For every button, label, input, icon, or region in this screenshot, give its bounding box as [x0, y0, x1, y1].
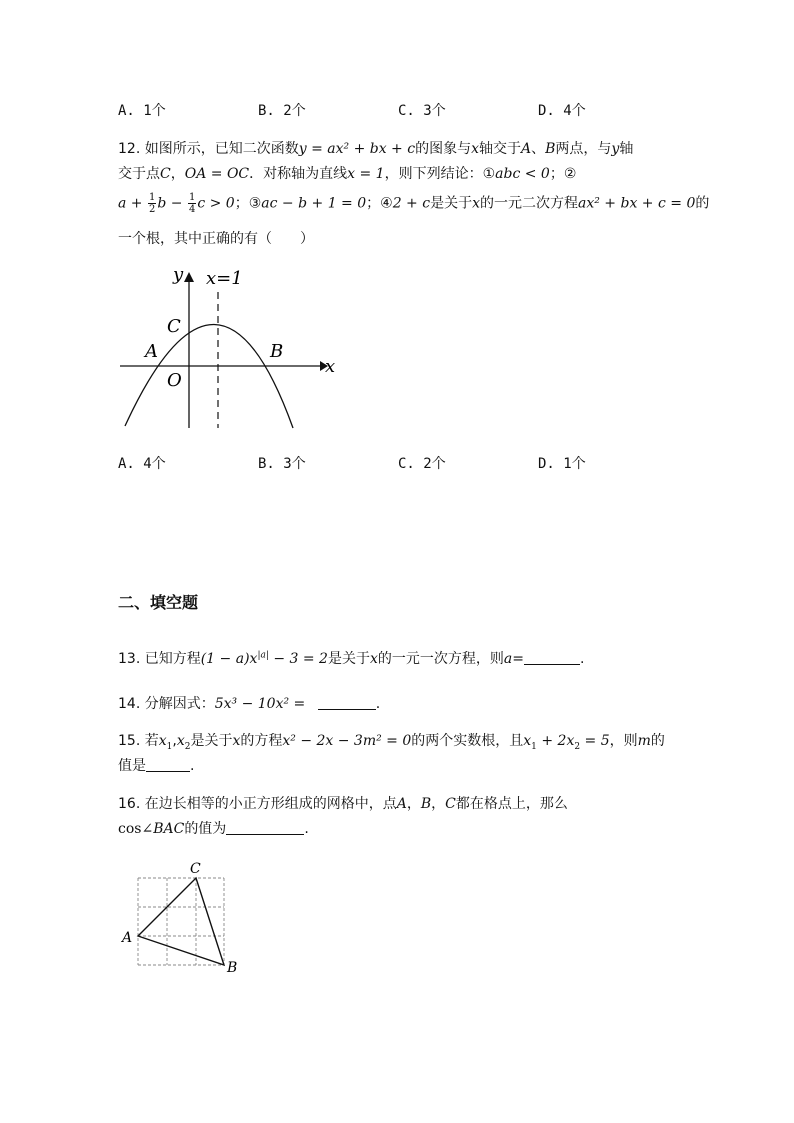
frac-num: 1 — [148, 192, 156, 203]
graph-x-label: x — [325, 356, 336, 377]
q14-text: 分解因式： — [144, 696, 215, 712]
q12-text: 交于点 — [118, 166, 160, 182]
q16-end: . — [304, 821, 309, 837]
q15-x1: x — [158, 733, 167, 749]
q12-line-1 — [118, 138, 633, 158]
q13-expression-b: − 3 = 2 — [268, 651, 328, 667]
q12-comma: ， — [170, 166, 185, 182]
q15-cond: + 2x — [536, 733, 575, 749]
q15-x2: x — [176, 733, 185, 749]
q16-answer-blank[interactable] — [226, 820, 304, 835]
q13-number: 13. — [118, 651, 141, 667]
q16-number: 16. — [118, 796, 141, 812]
q13-exponent: |a| — [257, 650, 269, 661]
q12-text: ；③ — [234, 195, 262, 212]
q14-line — [118, 693, 380, 713]
q16-text: 都在格点上，那么 — [455, 796, 568, 812]
q15-cond: = 5 — [580, 733, 610, 749]
q15-sep: , — [172, 733, 177, 749]
q13-line — [118, 648, 584, 668]
q12-text: 的图象与 — [415, 141, 472, 157]
q12-var-x: x — [471, 141, 479, 157]
q12-text: 两点，与 — [555, 141, 612, 157]
q12-oa-oc: OA = OC — [184, 166, 250, 182]
q11-option-a: A. 1个 — [118, 103, 166, 119]
q12-line-4: 一个根，其中正确的有（ ） — [118, 231, 314, 247]
q12-text: 如图所示，已知二次函数 — [144, 141, 299, 157]
q15-sub: 1 — [166, 741, 173, 752]
q16-point-c: C — [445, 796, 456, 812]
frac-num: 1 — [188, 192, 196, 203]
q16-grid-figure — [118, 858, 248, 978]
q12-var-x: x — [472, 195, 480, 212]
q12-text: 轴交于 — [478, 141, 521, 157]
q12-option-a: A. 4个 — [118, 456, 166, 472]
y-axis-arrow-icon — [184, 272, 194, 282]
q12-conclusion-2-a: a + — [118, 195, 147, 212]
q13-var-a: a — [503, 651, 513, 667]
q12-point-a: A — [520, 141, 532, 157]
q12-option-c: C. 2个 — [398, 456, 446, 472]
q12-text: ．对称轴为直线 — [249, 166, 348, 182]
q15-sub: 2 — [574, 741, 581, 752]
q13-text: 已知方程 — [144, 651, 201, 667]
q15-text: 是关于 — [190, 733, 233, 749]
q15-line-1 — [118, 730, 665, 752]
q12-conclusion-4: 2 + c — [392, 195, 431, 212]
frac-den: 4 — [188, 204, 196, 215]
q12-fraction-half — [148, 192, 156, 215]
section-heading: 二、填空题 — [118, 593, 199, 612]
q16-text: 在边长相等的小正方形组成的网格中，点 — [144, 796, 397, 812]
figure-label-b: B — [227, 960, 238, 976]
q12-text: 轴 — [619, 141, 634, 157]
q15-number: 15. — [118, 733, 141, 749]
q15-answer-blank[interactable] — [146, 757, 190, 772]
q15-end: . — [190, 758, 195, 774]
q16-comma: ， — [431, 796, 446, 812]
q15-sub: 1 — [531, 741, 537, 752]
q12-conclusion-1: abc < 0 — [495, 166, 550, 182]
q15-equation: x² − 2x − 3m² = 0 — [282, 733, 412, 749]
graph-point-b: B — [270, 341, 284, 362]
graph-point-a: A — [145, 341, 158, 362]
q15-text: 的 — [650, 733, 665, 749]
q14-end: . — [375, 696, 381, 712]
q13-text: 是关于 — [327, 651, 370, 667]
q13-end: . — [579, 651, 585, 667]
q16-angle: BAC — [153, 821, 185, 837]
q15-text: ，则 — [609, 733, 638, 749]
q12-line-3 — [118, 192, 709, 215]
q16-point-a: A — [396, 796, 407, 812]
q12-text: 是关于 — [430, 195, 473, 212]
figure-label-a: A — [122, 930, 133, 946]
q12-conclusion-2-b: b − — [157, 195, 187, 212]
q15-text: 的方程 — [240, 733, 283, 749]
figure-label-c: C — [190, 861, 201, 877]
q15-var: x — [232, 733, 241, 749]
q12-option-b: B. 3个 — [258, 456, 306, 472]
q13-text: 的一元一次方程，则 — [377, 651, 504, 667]
q16-line-1 — [118, 793, 568, 813]
q12-parabola-graph — [115, 262, 345, 432]
q13-var: x — [369, 651, 378, 667]
q13-expression: (1 − a)x — [200, 651, 258, 667]
q15-cond: x — [523, 733, 532, 749]
graph-axis-label: x=1 — [206, 268, 243, 289]
q16-line-2 — [118, 818, 309, 838]
frac-den: 2 — [148, 204, 156, 215]
graph-origin: O — [167, 370, 182, 391]
q12-point-c: C — [160, 166, 171, 182]
q16-point-b: B — [420, 796, 432, 812]
q12-function: y = ax² + bx + c — [298, 141, 416, 157]
q11-option-b: B. 2个 — [258, 103, 306, 119]
q15-text: 的两个实数根，且 — [411, 733, 524, 749]
q12-conclusion-2-c: c > 0 — [197, 195, 235, 212]
q15-text: 若 — [144, 733, 159, 749]
q12-fraction-quarter — [188, 192, 196, 215]
q15-var-m: m — [637, 733, 651, 749]
q12-text: 的 — [695, 195, 710, 212]
q14-number: 14. — [118, 696, 141, 712]
q15-text: 值是 — [118, 758, 146, 774]
q14-answer-blank[interactable] — [318, 695, 376, 710]
q16-comma: ， — [406, 796, 421, 812]
q12-line-2 — [118, 163, 576, 183]
q15-sub: 2 — [184, 741, 191, 752]
q11-option-d: D. 4个 — [538, 103, 586, 119]
q14-expression: 5x³ − 10x² = — [214, 696, 306, 712]
q12-var-y: y — [611, 141, 620, 157]
q13-eq: = — [512, 651, 524, 667]
q12-conclusion-3: ac − b + 1 = 0 — [261, 195, 367, 212]
q12-option-d: D. 1个 — [538, 456, 586, 472]
q12-text: 的一元二次方程 — [480, 195, 578, 212]
q12-axis-of-symmetry: x = 1 — [347, 166, 385, 182]
q12-point-b: B — [545, 141, 556, 157]
q12-text: ，则下列结论：① — [384, 166, 496, 182]
q12-text: ；② — [549, 166, 577, 182]
q13-answer-blank[interactable] — [524, 650, 580, 665]
q16-cos: cos∠ — [118, 821, 154, 837]
q16-text: 的值为 — [184, 821, 227, 837]
graph-point-c: C — [167, 316, 181, 337]
graph-y-label: y — [173, 264, 184, 285]
q12-sep: 、 — [531, 141, 546, 157]
q12-number: 12. — [118, 141, 141, 157]
q15-line-2 — [118, 755, 194, 775]
q12-text: ；④ — [366, 195, 393, 212]
triangle-abc — [138, 878, 224, 965]
q11-option-c: C. 3个 — [398, 103, 446, 119]
grid-lines — [138, 878, 224, 965]
q12-equation: ax² + bx + c = 0 — [578, 195, 696, 212]
